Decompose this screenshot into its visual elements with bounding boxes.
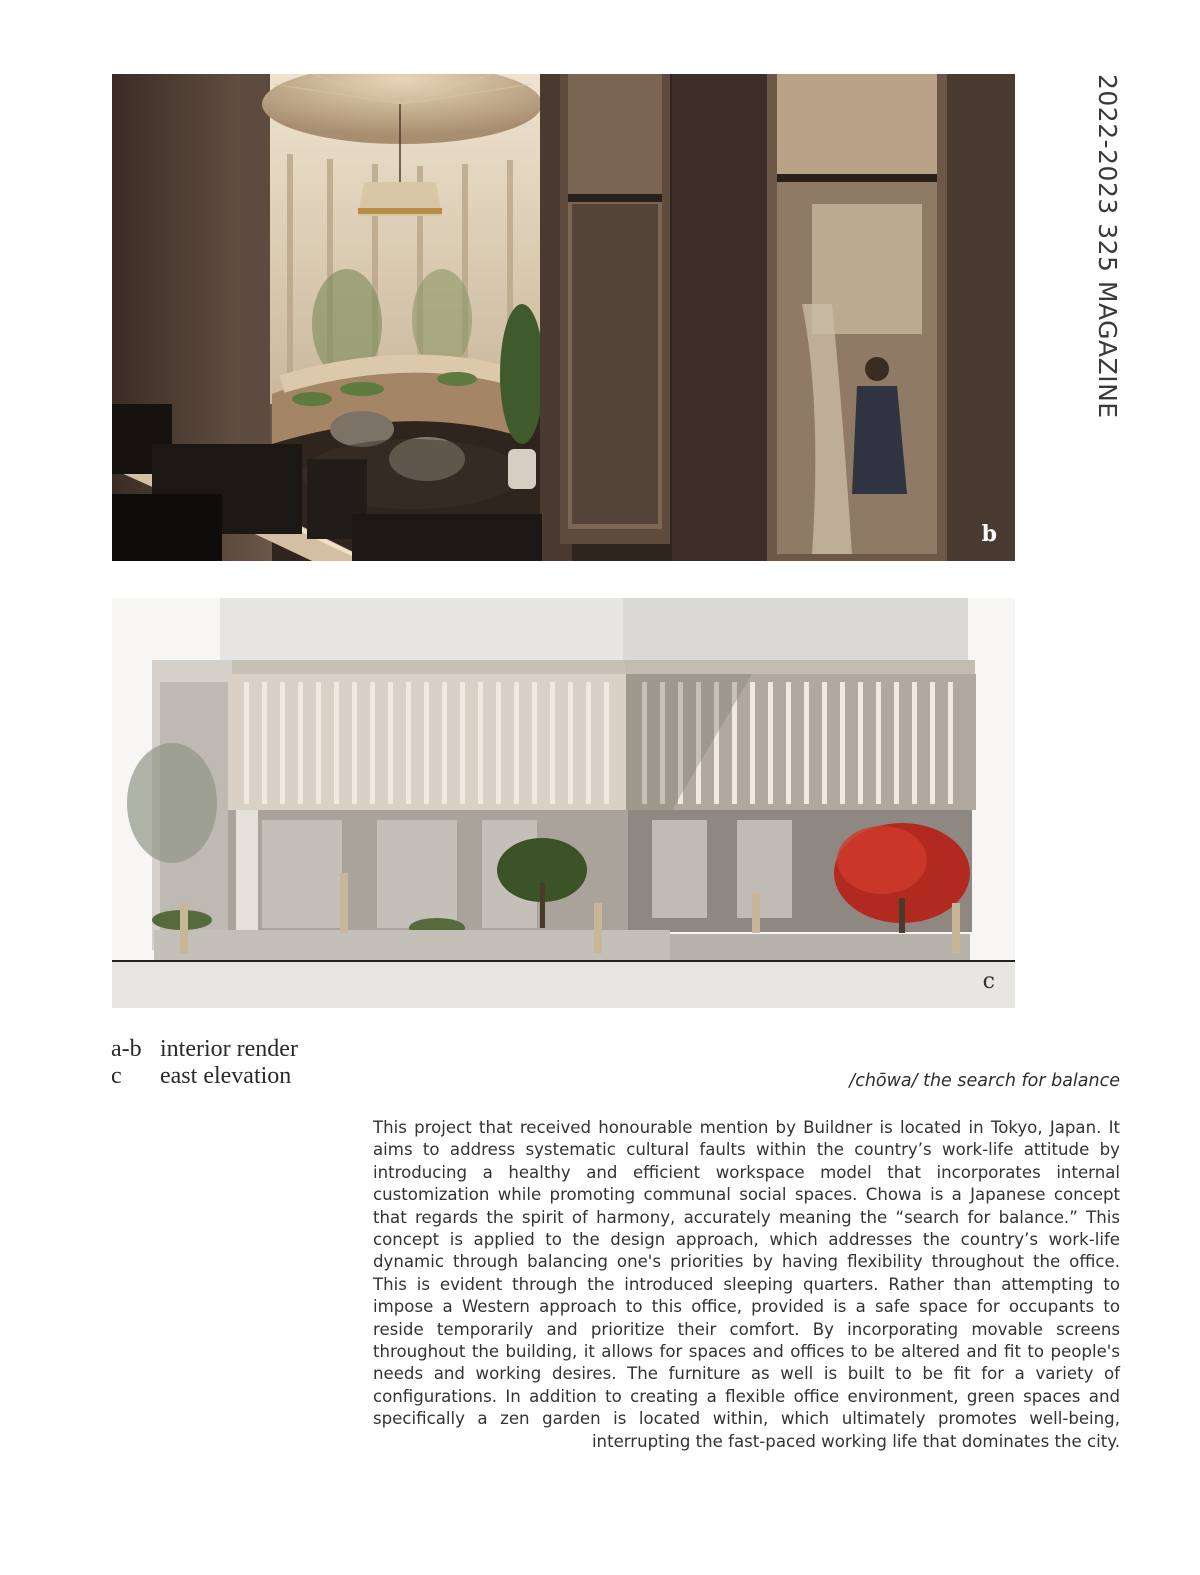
figure-letter-b: b [981, 521, 997, 547]
east-elevation-illustration [112, 598, 1015, 1008]
running-title: 2022-2023 325 MAGAZINE [1093, 74, 1122, 419]
caption-text: east elevation [160, 1063, 292, 1089]
east-elevation-image [112, 598, 1015, 1008]
figure-captions [111, 1036, 298, 1090]
caption-row [111, 1063, 298, 1090]
running-header [1088, 74, 1122, 419]
caption-code: a-b [111, 1036, 142, 1062]
article-body: This project that received honourable mention by Buildner is located in Tokyo, Japan. It aims to address systematic cultural faults within the country’s work-life attitude by introducing a healthy and efficient workspace model that incorporates internal customization while promoting communal social spaces. Chowa is a Japanese concept that regards the spirit of harmony, accurately meaning the “search for balance.” This concept is applied to the design approach, which addresses the country’s work-life dynamic through balancing one's priorities by having flexibility throughout the office. This is evident through the introduced sleeping quarters. Rather than attempting to impose a Western approach to this office, provided is a safe space for occupants to reside temporarily and prioritize their comfort. By incorporating movable screens throughout the building, it allows for spaces and offices to be altered and fit to people's needs and working desires. The furniture as well is built to be fit for a variety of configurations. In addition to creating a flexible office environment, green spaces and specifically a zen garden is located within, which ultimately promotes well-being, interrupting the fast-paced working life that dominates the city. [373, 1118, 1120, 1451]
interior-render-illustration [112, 74, 1015, 561]
caption-text: interior render [160, 1036, 298, 1062]
interior-render-image [112, 74, 1015, 561]
caption-row [111, 1036, 298, 1063]
article-subtitle: /chōwa/ the search for balance [849, 1071, 1120, 1091]
figure-letter-c: c [982, 969, 995, 994]
caption-code: c [111, 1063, 122, 1089]
